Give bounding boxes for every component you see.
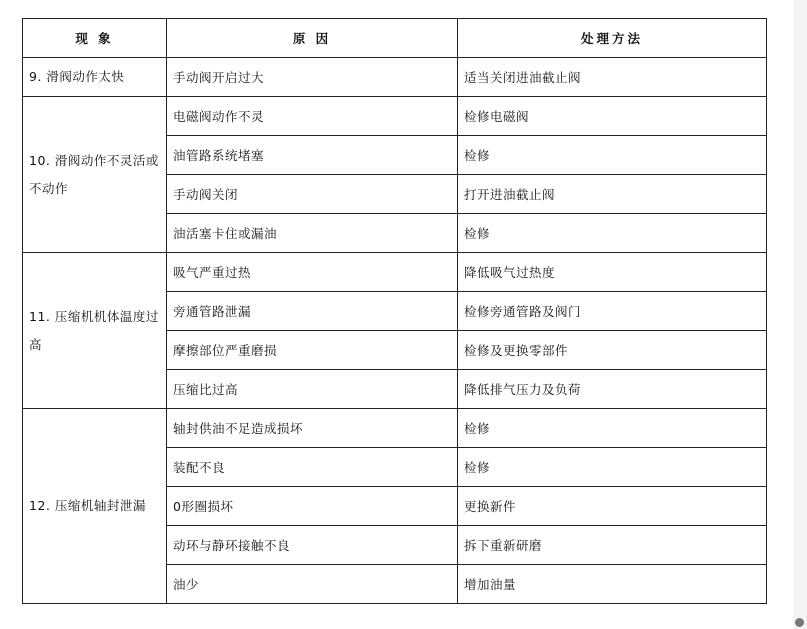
phenomenon-cell: 11. 压缩机机体温度过高 (23, 253, 167, 409)
phenomenon-cell: 12. 压缩机轴封泄漏 (23, 409, 167, 604)
scrollbar-thumb[interactable] (795, 618, 804, 627)
cause-cell: 油活塞卡住或漏油 (167, 214, 458, 253)
cause-cell: 0形圈损坏 (167, 487, 458, 526)
cause-cell: 油管路系统堵塞 (167, 136, 458, 175)
solution-cell: 降低吸气过热度 (458, 253, 767, 292)
cause-cell: 压缩比过高 (167, 370, 458, 409)
table-row (23, 409, 767, 448)
solution-cell: 检修旁通管路及阀门 (458, 292, 767, 331)
solution-cell: 更换新件 (458, 487, 767, 526)
solution-cell: 增加油量 (458, 565, 767, 604)
header-solution: 处理方法 (458, 19, 767, 58)
cause-cell: 旁通管路泄漏 (167, 292, 458, 331)
solution-cell: 检修电磁阀 (458, 97, 767, 136)
solution-cell: 降低排气压力及负荷 (458, 370, 767, 409)
solution-cell: 适当关闭进油截止阀 (458, 58, 767, 97)
table-row (23, 58, 767, 97)
cause-cell: 油少 (167, 565, 458, 604)
cause-cell: 轴封供油不足造成损坏 (167, 409, 458, 448)
solution-cell: 检修 (458, 409, 767, 448)
phenomenon-cell: 9. 滑阀动作太快 (23, 58, 167, 97)
cause-cell: 手动阀关闭 (167, 175, 458, 214)
cause-cell: 装配不良 (167, 448, 458, 487)
cause-cell: 手动阀开启过大 (167, 58, 458, 97)
vertical-scrollbar[interactable] (793, 0, 807, 629)
cause-cell: 摩擦部位严重磨损 (167, 331, 458, 370)
solution-cell: 检修 (458, 448, 767, 487)
table-row (23, 97, 767, 136)
table-header-row (23, 19, 767, 58)
cause-cell: 吸气严重过热 (167, 253, 458, 292)
solution-cell: 拆下重新研磨 (458, 526, 767, 565)
header-cause: 原 因 (167, 19, 458, 58)
solution-cell: 打开进油截止阀 (458, 175, 767, 214)
solution-cell: 检修 (458, 136, 767, 175)
header-phenomenon: 现 象 (23, 19, 167, 58)
table-row (23, 253, 767, 292)
phenomenon-cell: 10. 滑阀动作不灵活或不动作 (23, 97, 167, 253)
solution-cell: 检修 (458, 214, 767, 253)
solution-cell: 检修及更换零部件 (458, 331, 767, 370)
cause-cell: 动环与静环接触不良 (167, 526, 458, 565)
cause-cell: 电磁阀动作不灵 (167, 97, 458, 136)
troubleshooting-table (22, 18, 767, 604)
